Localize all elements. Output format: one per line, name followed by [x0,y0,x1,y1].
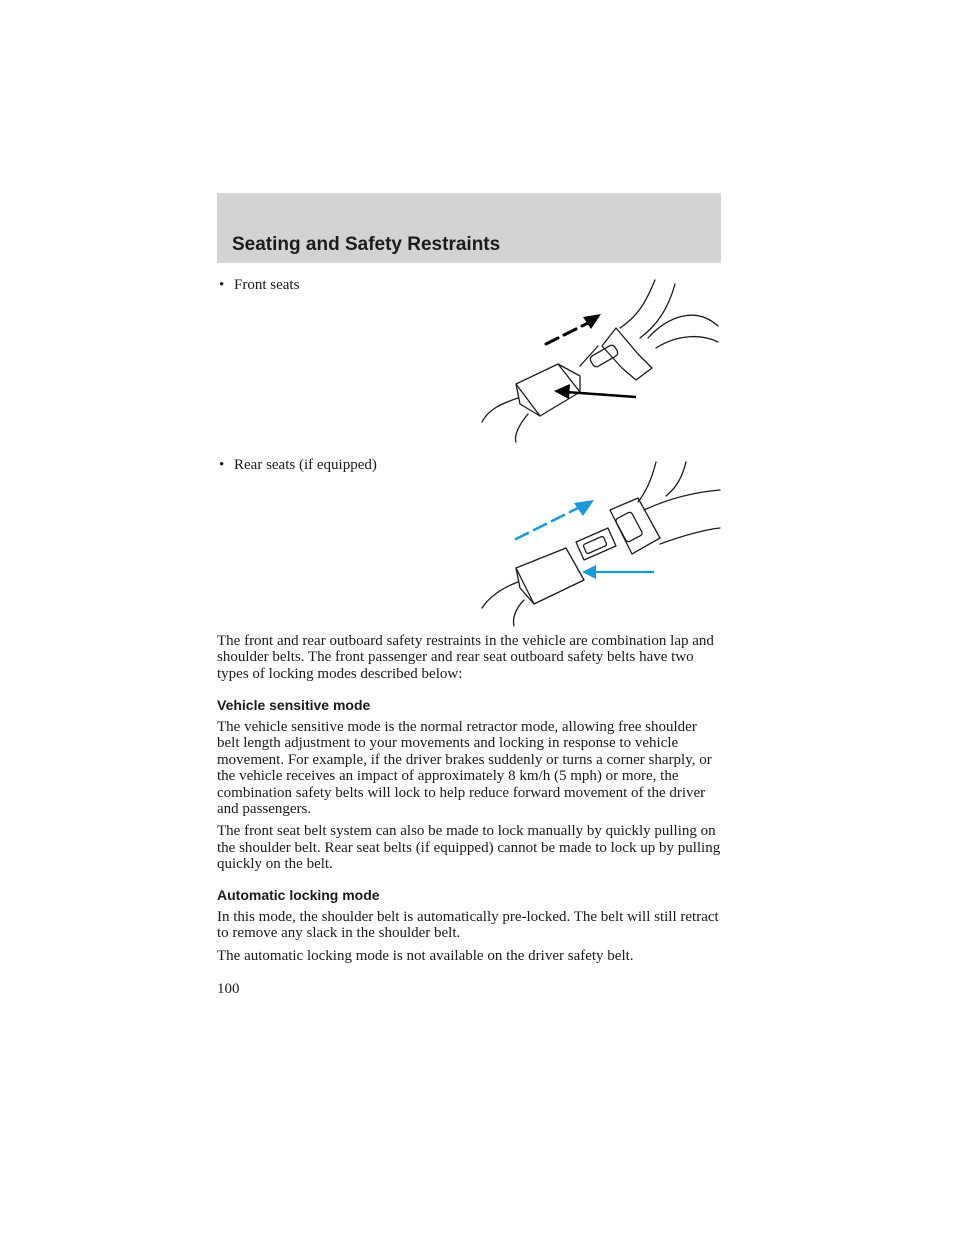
vehicle-sensitive-section [217,697,723,873]
bullet-marker: • [219,277,225,293]
rear-seatbelt-illustration [470,458,730,628]
header-band [217,193,721,263]
intro-section [217,633,723,682]
vehicle-sensitive-paragraph-2: The front seat belt system can also be made to lock manually by quickly pulling on the shoulder belt. Rear seat belts (if equipped) cannot be made to lock up by pulling quickly on the belt. [217,823,721,873]
bullet-rear-seats-label: Rear seats (if equipped) [234,457,377,473]
vehicle-sensitive-heading: Vehicle sensitive mode [217,697,371,713]
bullet-front-seats-label: Front seats [234,277,300,293]
section-title: Seating and Safety Restraints [232,234,501,255]
automatic-locking-heading: Automatic locking mode [217,887,380,903]
front-seatbelt-illustration [470,276,730,446]
intro-paragraph: The front and rear outboard safety restraints in the vehicle are combination lap and shoulder belts. The front passenger and rear seat outboard safety belts have two types of locking modes described below: [217,633,714,682]
bullet-marker: • [219,457,225,473]
bullet-front-seats [219,277,299,294]
automatic-locking-paragraph-1: In this mode, the shoulder belt is automatically pre-locked. The belt will still retract to remove any slack in the shoulder belt. [217,909,719,942]
automatic-locking-section [217,887,723,964]
page-number: 100 [217,981,240,997]
automatic-locking-paragraph-2: The automatic locking mode is not available on the driver safety belt. [217,947,634,964]
bullet-rear-seats [219,457,377,474]
vehicle-sensitive-paragraph-1: The vehicle sensitive mode is the normal retractor mode, allowing free shoulder belt length adjustment to your movements and locking in response to vehicle movement. For example, if the driver brakes suddenly or turns a corner sharply, or the vehicle receives an impact of approximately 8 km/h (5 mph) or more, the combination safety belts will lock to help reduce forward movement of the driver and passengers. [217,719,712,818]
